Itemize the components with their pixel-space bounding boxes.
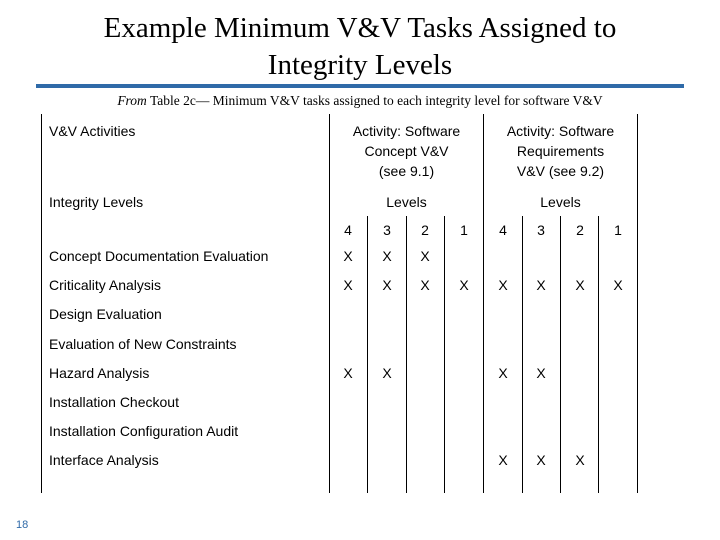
task-mark: X — [498, 365, 508, 381]
table-divider — [367, 216, 368, 493]
task-mark: X — [498, 277, 508, 293]
table-border-left — [41, 114, 42, 493]
task-mark: X — [343, 365, 353, 381]
table-divider — [444, 216, 445, 493]
task-mark: X — [420, 277, 430, 293]
caption-text: Table 2c— Minimum V&V tasks assigned to each integrity level for software V&V — [146, 93, 603, 108]
task-mark: X — [343, 277, 353, 293]
table-divider — [406, 216, 407, 493]
task-mark: X — [536, 452, 546, 468]
header-line: Activity: Software — [352, 123, 461, 139]
level-number: 2 — [576, 222, 584, 238]
caption-from: From — [117, 93, 147, 108]
activity-row-label: Interface Analysis — [49, 452, 159, 468]
levels-label-concept: Levels — [386, 194, 427, 210]
table-divider — [598, 216, 599, 493]
table-divider — [522, 216, 523, 493]
activity-row-label: Evaluation of New Constraints — [49, 336, 237, 352]
title-line-1: Example Minimum V&V Tasks Assigned to — [103, 12, 617, 44]
activity-row-label: Criticality Analysis — [49, 277, 162, 293]
table-divider — [560, 216, 561, 493]
header-line: (see 9.1) — [378, 163, 435, 179]
header-line: Activity: Software — [506, 123, 615, 139]
page-number: 18 — [16, 519, 29, 531]
task-mark: X — [536, 365, 546, 381]
header-line: Concept V&V — [364, 143, 449, 159]
task-mark: X — [613, 277, 623, 293]
activity-row-label: Design Evaluation — [49, 306, 162, 322]
level-number: 3 — [537, 222, 545, 238]
level-number: 4 — [499, 222, 507, 238]
col-header-activities: V&V Activities — [49, 123, 136, 139]
activity-row-label: Concept Documentation Evaluation — [49, 248, 269, 264]
level-number: 4 — [344, 222, 352, 238]
task-mark: X — [575, 277, 585, 293]
level-number: 3 — [383, 222, 391, 238]
activity-row-label: Hazard Analysis — [49, 365, 150, 381]
levels-label-requirements: Levels — [540, 194, 581, 210]
task-mark: X — [536, 277, 546, 293]
task-mark: X — [382, 277, 392, 293]
task-mark: X — [498, 452, 508, 468]
row-header-integrity-levels: Integrity Levels — [49, 194, 144, 210]
task-mark: X — [575, 452, 585, 468]
activity-row-label: Installation Checkout — [49, 394, 179, 410]
title-line-2: Integrity Levels — [267, 49, 453, 81]
task-mark: X — [420, 248, 430, 264]
task-mark: X — [459, 277, 469, 293]
table-border-right — [637, 114, 638, 493]
task-mark: X — [343, 248, 353, 264]
header-line: Requirements — [516, 143, 605, 159]
level-number: 2 — [421, 222, 429, 238]
task-mark: X — [382, 248, 392, 264]
level-number: 1 — [614, 222, 622, 238]
header-line: V&V (see 9.2) — [516, 163, 605, 179]
col-header-concept — [330, 121, 483, 181]
level-number: 1 — [460, 222, 468, 238]
col-header-requirements — [484, 121, 637, 181]
task-mark: X — [382, 365, 392, 381]
activity-row-label: Installation Configuration Audit — [49, 423, 239, 439]
